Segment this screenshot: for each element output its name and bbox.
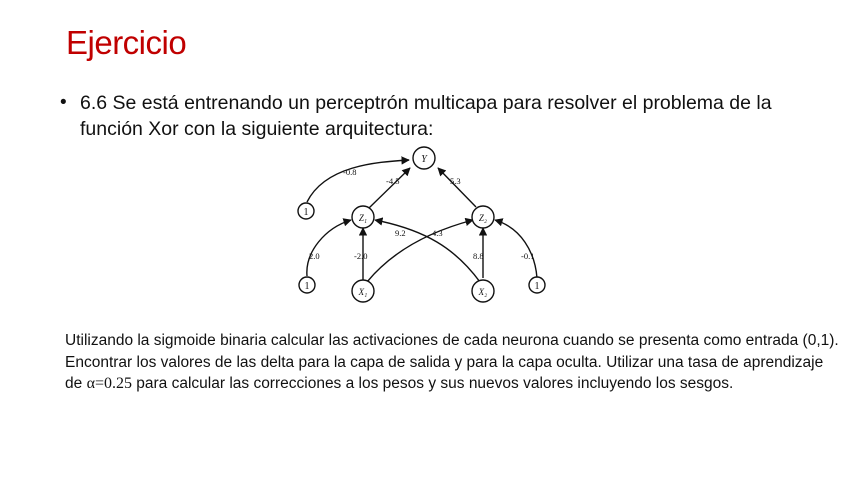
bullet-text [80,90,840,142]
weight-z2-y: 5.3 [450,176,461,186]
node-x1-label: X₁ [358,287,368,297]
node-bias-left-label: 1 [304,281,310,292]
weight-bias-z2: -0.1 [521,251,535,261]
weight-x2-z1: 9.2 [395,228,406,238]
edge-x1-z2 [367,220,473,282]
weight-bias-y: -0.8 [343,167,357,177]
bullet-line-1: 6.6 Se está entrenando un perceptrón multicapa para resolver el problema de la [80,92,772,114]
node-y [413,147,435,169]
paragraph-text-before: Utilizando la sigmoide binaria calcular las activaciones de cada neurona cuando se presenta como entrada (0,1). Encontrar los valores de las delta para la capa de salida y para la capa oculta. Utilizar una tasa de aprendizaje de [65,332,839,392]
weight-bias-z1: 2.0 [309,251,320,261]
node-z2-label: Z₂ [478,213,488,223]
slide-title: Ejercicio [66,24,187,61]
edge-bias-left-z1 [307,220,351,276]
learning-rate-expression: α=0.25 [86,375,132,392]
node-bias-top [298,203,314,219]
weight-x1-z1: -2.0 [354,251,368,261]
weight-z1-y: -4.5 [386,176,400,186]
paragraph-text-after: para calcular las correcciones a los pesos y sus nuevos valores incluyendo los sesgos. [131,375,734,392]
node-bias-top-label: 1 [303,207,309,218]
node-x2-label: X₂ [478,287,488,297]
bullet-line-2: función Xor con la siguiente arquitectura: [80,118,434,140]
node-bias-left [299,277,315,293]
node-bias-right-label: 1 [534,281,540,292]
node-x1 [352,280,374,302]
weight-x2-z2: 8.8 [473,251,484,261]
node-z1-label: Z₁ [358,213,368,223]
edge-bias-right-z2 [495,220,537,278]
node-z2 [472,206,494,228]
edge-z2-y [438,168,476,207]
node-bias-right [529,277,545,293]
weight-x1-z2: 4.3 [432,228,443,238]
node-x2 [472,280,494,302]
node-y-label: Y [421,154,427,165]
exercise-paragraph [65,330,840,395]
node-z1 [352,206,374,228]
edge-z1-y [369,168,410,208]
edge-x2-z1 [375,220,480,282]
network-diagram [285,144,555,304]
bullet-marker: • [60,92,67,113]
